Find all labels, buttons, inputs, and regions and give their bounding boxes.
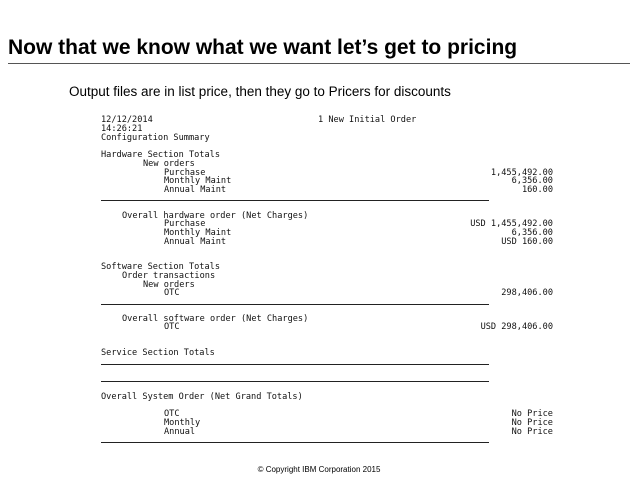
system-otc-label: OTC bbox=[164, 409, 180, 419]
copyright-notice: © Copyright IBM Corporation 2015 bbox=[257, 465, 381, 474]
report-time: 14:26:21 bbox=[101, 124, 143, 134]
divider bbox=[101, 442, 489, 443]
report-heading: Configuration Summary bbox=[101, 133, 210, 143]
hardware-purchase-value: 1,455,492.00 bbox=[490, 168, 553, 178]
system-annual-value: No Price bbox=[511, 427, 553, 437]
hardware-purchase-label: Purchase bbox=[164, 168, 206, 178]
slide-subtitle: Output files are in list price, then they go to Pricers for discounts bbox=[69, 84, 451, 99]
software-new-orders: New orders bbox=[143, 280, 195, 290]
title-divider bbox=[8, 63, 630, 64]
software-otc-value: 298,406.00 bbox=[501, 288, 553, 298]
report-date: 12/12/2014 bbox=[101, 115, 153, 125]
software-section-title: Software Section Totals bbox=[101, 262, 220, 272]
system-monthly-value: No Price bbox=[511, 418, 553, 428]
system-otc-value: No Price bbox=[511, 409, 553, 419]
divider bbox=[101, 200, 489, 201]
hardware-new-orders: New orders bbox=[143, 159, 195, 169]
system-monthly-label: Monthly bbox=[164, 418, 201, 428]
hardware-overall-annual-label: Annual Maint bbox=[164, 237, 227, 247]
order-label: 1 New Initial Order bbox=[318, 115, 417, 125]
divider bbox=[101, 364, 489, 365]
system-overall-label: Overall System Order (Net Grand Totals) bbox=[101, 392, 303, 402]
hardware-overall-monthly-value: 6,356.00 bbox=[511, 228, 553, 238]
software-overall-otc-label: OTC bbox=[164, 322, 180, 332]
hardware-section-title: Hardware Section Totals bbox=[101, 150, 220, 160]
service-section-title: Service Section Totals bbox=[101, 348, 215, 358]
divider bbox=[101, 381, 489, 382]
software-otc-label: OTC bbox=[164, 288, 180, 298]
hardware-annual-label: Annual Maint bbox=[164, 185, 227, 195]
slide-title: Now that we know what we want let’s get to pricing bbox=[8, 36, 518, 59]
hardware-overall-purchase-label: Purchase bbox=[164, 219, 206, 229]
hardware-overall-label: Overall hardware order (Net Charges) bbox=[122, 211, 309, 221]
hardware-annual-value: 160.00 bbox=[521, 185, 553, 195]
hardware-monthly-label: Monthly Maint bbox=[164, 176, 232, 186]
divider bbox=[101, 304, 489, 305]
software-overall-otc-value: USD 298,406.00 bbox=[480, 322, 553, 332]
system-annual-label: Annual bbox=[164, 427, 196, 437]
hardware-monthly-value: 6,356.00 bbox=[511, 176, 553, 186]
hardware-overall-annual-value: USD 160.00 bbox=[501, 237, 553, 247]
hardware-overall-monthly-label: Monthly Maint bbox=[164, 228, 232, 238]
software-order-transactions: Order transactions bbox=[122, 271, 216, 281]
software-overall-label: Overall software order (Net Charges) bbox=[122, 314, 309, 324]
hardware-overall-purchase-value: USD 1,455,492.00 bbox=[470, 219, 553, 229]
